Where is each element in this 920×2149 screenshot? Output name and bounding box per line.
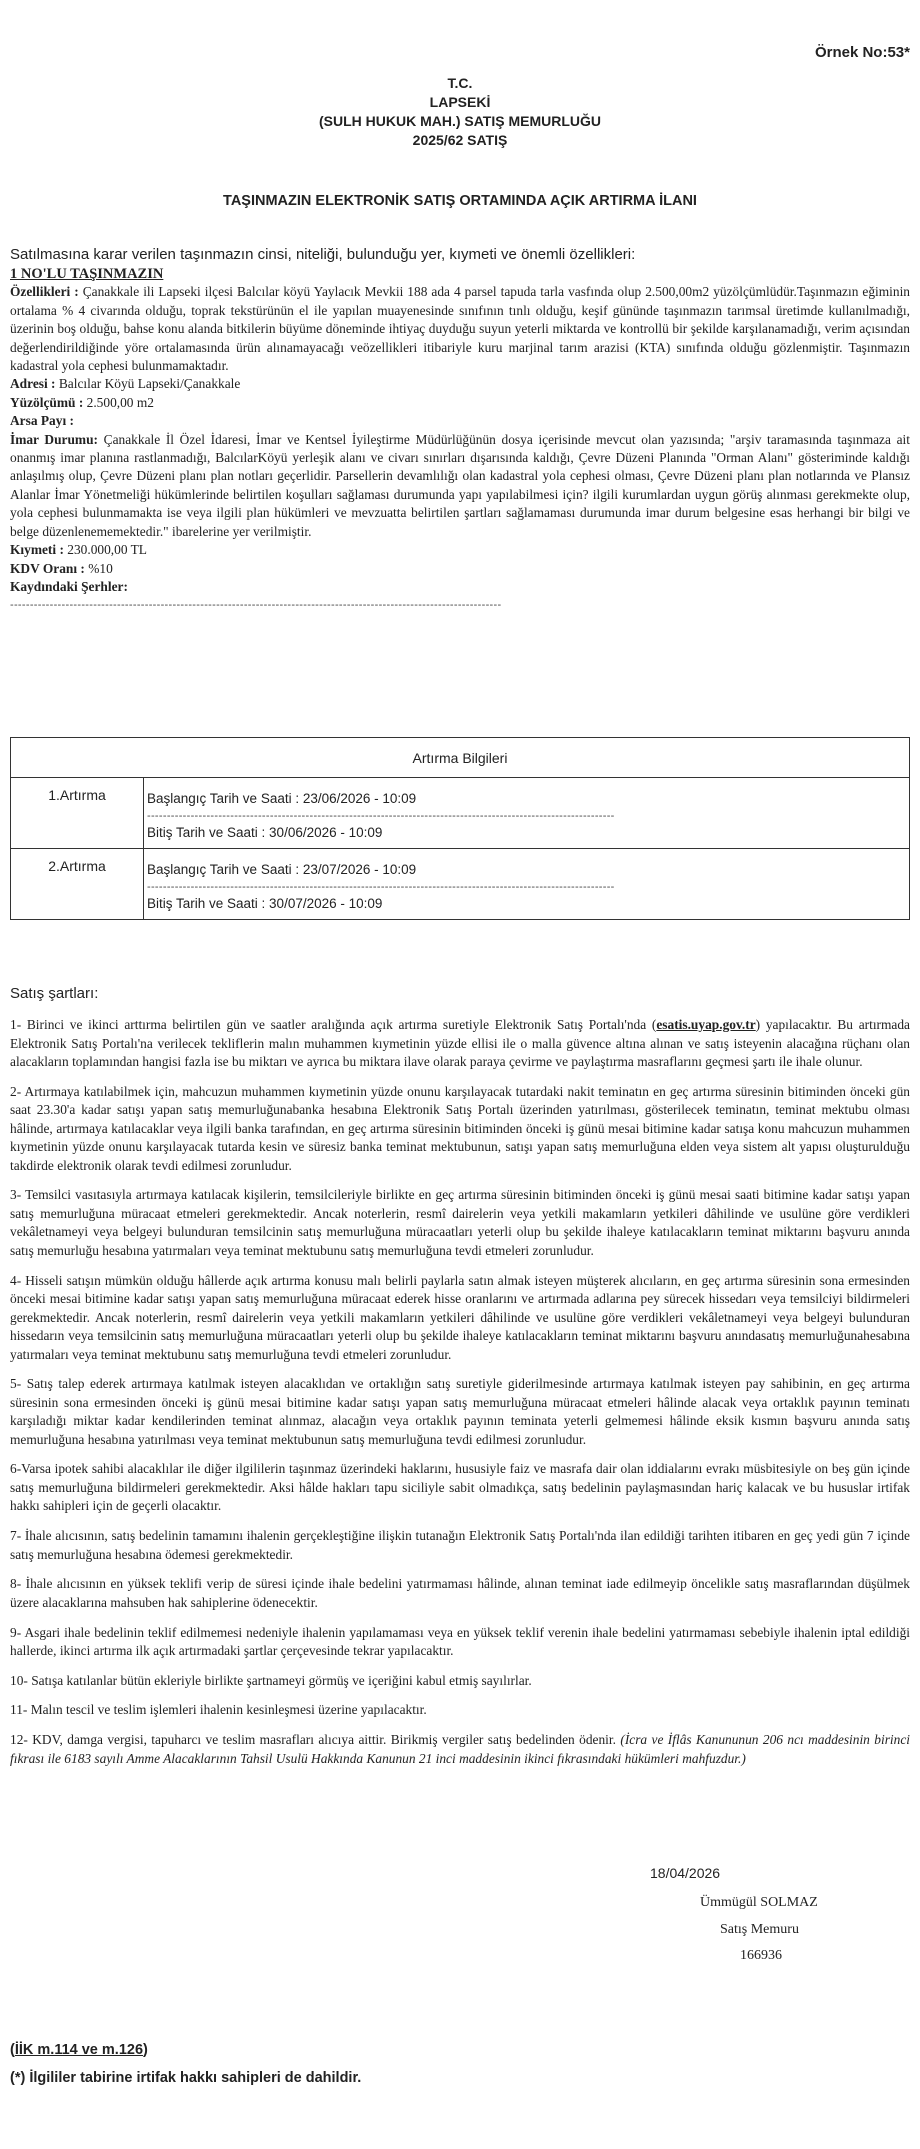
auction-end: Bitiş Tarih ve Saati : 30/07/2026 - 10:09 bbox=[147, 896, 383, 911]
condition-item: 9- Asgari ihale bedelinin teklif edilmemesi nedeniyle ihalenin yapılamaması veya en yüksek teklif verenin ihale bedelini yatırmaması sebebiyle ihalenin iptal edildiği hallerde, ikinci artırma ilk açık artırmadaki şartlar çerçevesinde tekrar yapılacaktır. bbox=[10, 1624, 910, 1658]
document-title: TAŞINMAZIN ELEKTRONİK SATIŞ ORTAMINDA AÇIK ARTIRMA İLANI bbox=[223, 193, 697, 209]
auction-dates bbox=[144, 778, 910, 849]
condition-item: 5- Satış talep ederek artırmaya katılmak isteyen alacaklıdan ve ortaklığın satış suretiyle giderilmesinde artırmaya katılmak isteyen pay sahibinin, en geç artırma süresinin sona ermesinden önceki iş günü mesai bitimine kadar satışı yapan satış memurluğuna müracaat etmeleri hâlinde alacak veya ortaklık payının teminatı karşıladığı miktar kadar kendilerinden teminat alınmaz, alacağın veya ortaklık payının teminata yeterli gelmemesi hâlinde eksik kısmın başvuru anında satış memurluğuna hesabına yatırılması veya teminat mektubunun satış memurluğuna tevdi edilmesi zorunludur. bbox=[10, 1376, 910, 1447]
condition-item: 6-Varsa ipotek sahibi alacaklılar ile diğer ilgililerin taşınmaz üzerindeki haklarını, hususiyle faiz ve masrafa dair olan iddialarını evrakı müsbitesiyle on beş gün içinde satış memurluğuna bildirmeleri gerekmektedir. Aksi hâlde hakları tapu siciliyle sabit olmadıkça, satış bedelinin paylaşmasından hariç kalacak ve bu hususlar irtifak hakkı sahipleri için de geçerli olacaktır. bbox=[10, 1461, 910, 1514]
condition-item: 4- Hisseli satışın mümkün olduğu hâllerde açık artırma konusu malı belirli paylarla satın almak isteyen müşterek alıcıların, en geç artırma süresinin sona ermesinden önceki mesai bitimine kadar satışı yapan satış memurluğuna müracaat ederek hisse oranlarını ve artırmada adlarına pey sürecek hissedarı veya temsilciyi bildirmeleri gerekmektedir. Ancak noterlerin, resmî dairelerin veya yetkili makamların yetkileri dâhilinde ve usulüne göre verdikleri vekâletnameyi veya belgeyi bulunduran hissedarın veya temsilcinin satış memurluğuna müracaatları yeterli olup bu şekilde ihaleye katılacakların teminat miktarını başvuru anındasatış memurluğunahesabına yatırmaları veya teminat mektubunu satış memurluğuna tevdi etmeleri zorunludur. bbox=[10, 1272, 910, 1362]
auction-start: Başlangıç Tarih ve Saati : 23/06/2026 - 10:09 bbox=[147, 791, 417, 806]
zoning-label: İmar Durumu: bbox=[10, 431, 98, 447]
condition-item: 2- Artırmaya katılabilmek için, mahcuzun muhammen kıymetinin yüzde onunu karşılayacak tutardaki nakit teminatın en geç artırma süresinin bitiminden önceki gün saat 23.30'a kadar satışı yapan satış memurluğunabanka hesabına Elektronik Satış Portalı üzerinden yatırılması, gösterilecek teminatın, teminat mektubu olması hâlinde, artırmaya katılacaklar veya ilgili banka tarafından, en geç artırma süresinin bitiminden önceki iş günü mesai bitimine kadar satışa konu mahcuzun muhammen kıymetinin yüzde onunu karşılayacak tutarda kesin ve süresiz banka teminat mektubunun, satışı yapan satış memurluğuna elden veya sistem alt yapısı oluşturulduğu takdirde elektronik olarak tevdi edilmesi zorunludur. bbox=[10, 1083, 910, 1173]
table-row bbox=[11, 849, 910, 920]
auction-dash-separator: ---------------------------------------------------------------------------------------------------------------------- bbox=[147, 881, 615, 893]
document-header bbox=[0, 74, 920, 150]
law-reference bbox=[10, 2042, 148, 2058]
condition-item bbox=[10, 1731, 910, 1768]
value-amount: 230.000,00 TL bbox=[63, 542, 147, 558]
condition-text: 12- KDV, damga vergisi, tapuharcı ve teslim masrafları alıcıya aittir. Birikmiş vergiler satış bedelinden ödenir. bbox=[10, 1732, 621, 1748]
property-heading: 1 NO'LU TAŞINMAZIN bbox=[10, 266, 164, 282]
annotations-label: Kaydındaki Şerhler: bbox=[10, 578, 128, 594]
law-ref-text: İİK m.114 ve m.126 bbox=[14, 2042, 144, 2058]
property-section bbox=[10, 265, 910, 615]
header-city: LAPSEKİ bbox=[429, 94, 491, 110]
condition-text: ) yapılacaktır. Bu artırmada Elektronik Satış Portalı'na verilecek tekliflerin malın muhammen kıymetinin yüzde ellisi ile o malla güvence altına alınan ve satış isteyenin alacağına rüçhanı olan alacakların toplamından hangisi fazla ise bu miktarı ve ayrıca bu miktara ilave olarak paraya çevirme ve paylaştırma masraflarını geçmesi şartı ile ihale olunur. bbox=[10, 1017, 911, 1069]
conditions-list bbox=[10, 1016, 910, 1779]
property-value bbox=[10, 541, 910, 559]
auction-start: Başlangıç Tarih ve Saati : 23/07/2026 - 10:09 bbox=[147, 862, 417, 877]
header-tc: T.C. bbox=[447, 75, 473, 91]
property-annotations bbox=[10, 578, 910, 596]
auction-table bbox=[10, 737, 910, 920]
law-paren: ( bbox=[10, 2042, 15, 2058]
auction-dates bbox=[144, 849, 910, 920]
property-features bbox=[10, 283, 910, 375]
auction-table-header: Artırma Bilgileri bbox=[11, 738, 910, 778]
condition-item bbox=[10, 1016, 910, 1072]
property-vat bbox=[10, 560, 910, 578]
condition-item: 7- İhale alıcısının, satış bedelinin tamamını ihalenin gerçekleştiğine ilişkin tutanağın Elektronik Satış Portalı'nda ilan edildiği tarihten itibaren en geç yedi gün 7 içinde satış memurluğuna hesabına ödemesi gerekmektedir. bbox=[10, 1528, 910, 1562]
auction-dash-separator: ---------------------------------------------------------------------------------------------------------------------- bbox=[147, 810, 615, 822]
area-label: Yüzölçümü : bbox=[10, 394, 84, 410]
vat-value: %10 bbox=[84, 560, 113, 576]
zoning-value: Çanakkale İl Özel İdaresi, İmar ve Kentsel İyileştirme Müdürlüğünün dosya içerisinde mevcut olan yazısında; "arşiv taramasında taşınmaza ait onanmış imar planına rastlanmadığı, BalcılarKöyü yerleşik alanı ve civarı sınırları dışarısında kaldığı, Çevre Düzeni Planında "Orman Alanı" gösteriminde kaldığı anlaşılmış olup, Çevre Düzeni planı plan notları geçerlidir. Parsellerin devamlılığı olan kadastral yola cephesi olması, Çevre Düzeni planı plan notlarında ve Plansız Alanlar İmar Yönetmeliği hükümlerinde belirtilen koşulları sağlaması durumunda yapı yapılabilmesi için? ilgili kurumlardan uygun görüş alınması gerekmekte olup, yola cephesi bulunmamakta ise veya ilgili plan hükümleri ve mevzuatta belirtilen şartları sağlamaması durumunda imar durum belgesine esas herhangi bir bilgi ve belge düzenlenememektedir." ibarelerine yer verilmiştir. bbox=[10, 431, 910, 539]
footnote: (*) İlgililer tabirine irtifak hakkı sahipleri de dahildir. bbox=[10, 2070, 362, 2086]
table-row bbox=[11, 778, 910, 849]
auction-name: 2.Artırma bbox=[11, 849, 144, 920]
features-label: Özellikleri : bbox=[10, 284, 79, 300]
sample-number: Örnek No:53* bbox=[814, 44, 910, 61]
property-separator: ---------------------------------------------------------------------------------------------------------------------------- bbox=[10, 599, 502, 612]
condition-item: 11- Malın tescil ve teslim işlemleri ihalenin kesinleşmesi üzerine yapılacaktır. bbox=[10, 1702, 427, 1718]
area-value: 2.500,00 m2 bbox=[83, 394, 154, 410]
property-area bbox=[10, 394, 910, 412]
property-address bbox=[10, 375, 910, 393]
signature-number: 166936 bbox=[740, 1948, 782, 1963]
property-land-share bbox=[10, 412, 910, 430]
condition-item: 10- Satışa katılanlar bütün ekleriyle birlikte şartnameyi görmüş ve içeriğini kabul etmiş sayılırlar. bbox=[10, 1672, 532, 1688]
vat-label: KDV Oranı : bbox=[10, 560, 85, 576]
header-file-number: 2025/62 SATIŞ bbox=[412, 132, 508, 148]
address-value: Balcılar Köyü Lapseki/Çanakkale bbox=[55, 376, 241, 392]
signature-title: Satış Memuru bbox=[720, 1922, 799, 1937]
intro-text: Satılmasına karar verilen taşınmazın cinsi, niteliği, bulunduğu yer, kıymeti ve önemli özellikleri: bbox=[10, 246, 636, 263]
header-office: (SULH HUKUK MAH.) SATIŞ MEMURLUĞU bbox=[318, 113, 602, 129]
property-zoning bbox=[10, 431, 910, 541]
condition-item: 8- İhale alıcısının en yüksek teklifi verip de süresi içinde ihale bedelini yatırmaması hâlinde, alınan teminat iade edilmeyip öncelikle satış masraflarından düşülmek üzere alacaklarına mahsuben hak sahiplerine ödenecektir. bbox=[10, 1576, 910, 1610]
auction-end: Bitiş Tarih ve Saati : 30/06/2026 - 10:09 bbox=[147, 825, 383, 840]
conditions-heading: Satış şartları: bbox=[10, 985, 99, 1002]
esatis-link[interactable]: esatis.uyap.gov.tr bbox=[656, 1017, 756, 1032]
condition-legal-note: (İcra ve İflâs Kanununun 206 ncı maddesinin birinci fıkrası ile 6183 sayılı Amme Alacaklarının Tahsil Usulü Hakkında Kanunun 21 inci maddesinin ikinci fıkrasındaki hükümleri mahfuzdur.) bbox=[10, 1732, 910, 1766]
features-value: Çanakkale ili Lapseki ilçesi Balcılar köyü Yaylacık Mevkii 188 ada 4 parsel tapuda tarla vasfında olup 2.500,00m2 yüzölçümlüdür.Taşınmazın eğiminin ortalama % 4 civarında olduğu, toprak tekstürünün el ile yapılan muayenesinde sınıfının tınlı olduğu, keşif gününde taşınmazın tarımsal üretimde kullanılmadığı, üzerinin boş olduğu, bahse konu alanda bitkilerin büyüme döneminde ihtiyaç duyduğu suyun yeterli miktarda ve kontrollü bir şekilde karşılanamadığı, verim açısından değerlendirildiğinde yöre ortalamasında ürün alınamayacağı veözellikleri itibariyle kuru marjinal tarım arazisi (KTA) sınıfında olduğu gözlenmiştir. Taşınmazın kadastral yola cephesi bulunmamaktadır. bbox=[10, 284, 911, 374]
signature-date: 18/04/2026 bbox=[650, 1865, 721, 1881]
condition-item: 3- Temsilci vasıtasıyla artırmaya katılacak kişilerin, temsilcileriyle birlikte en geç artırma süresinin bitiminden önceki iş günü mesai saati bitimine kadar satışı yapan satış memurluğuna müracaat etmeleri gerekmektedir. Ancak noterlerin, resmî dairelerin veya yetkili makamların yetkileri dâhilinde ve usulüne göre verdikleri vekâletnameyi veya belgeyi bulunduran temsilcinin satış memurluğuna müracaatları yeterli olup bu şekilde ihaleye katılacakların teminat miktarını başvuru anında satış memurluğu hesabına yatırmaları veya teminat mektubunu satış memurluğuna tevdi etmeleri zorunludur. bbox=[10, 1187, 910, 1258]
value-label: Kıymeti : bbox=[10, 542, 64, 558]
address-label: Adresi : bbox=[10, 376, 56, 392]
auction-name: 1.Artırma bbox=[11, 778, 144, 849]
law-paren: ) bbox=[143, 2042, 148, 2058]
condition-text: 1- Birinci ve ikinci arttırma belirtilen gün ve saatler aralığında açık artırma suretiyle Elektronik Satış Portalı'nda ( bbox=[10, 1017, 657, 1032]
land-share-label: Arsa Payı : bbox=[10, 413, 74, 429]
signature-name: Ümmügül SOLMAZ bbox=[700, 1895, 818, 1910]
